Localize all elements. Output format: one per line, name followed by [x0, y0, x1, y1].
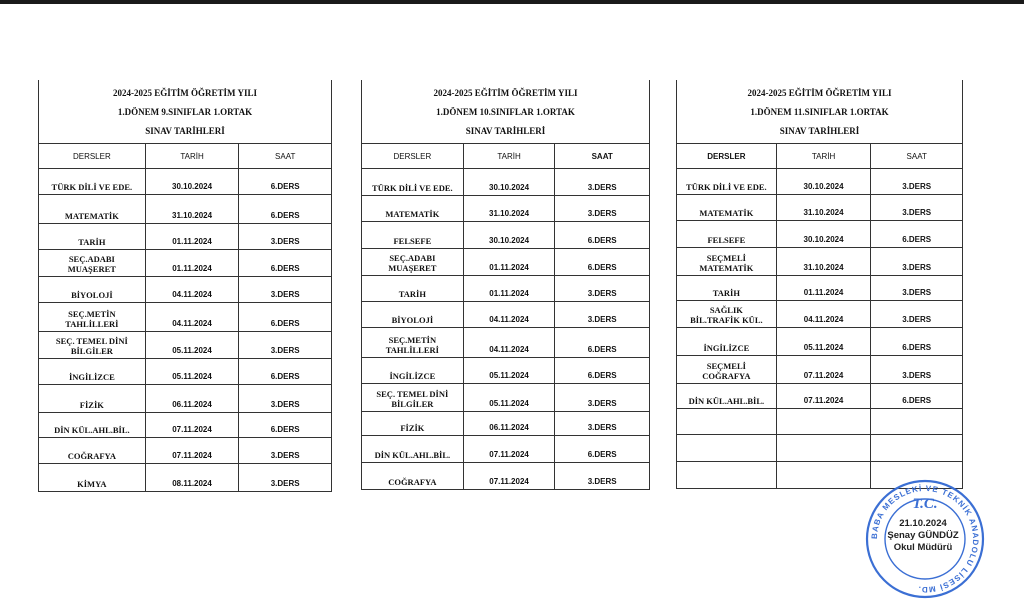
- course-cell: DİN KÜL.AHL.BİL.: [39, 413, 146, 438]
- date-cell: 30.10.2024: [463, 222, 555, 249]
- date-cell: 05.11.2024: [463, 358, 555, 384]
- table-row: [39, 464, 332, 492]
- table-row: [677, 195, 963, 221]
- hour-cell: 3.DERS: [555, 196, 650, 222]
- header-line-term: 1.DÖNEM 9.SINIFLAR 1.ORTAK: [117, 107, 253, 117]
- date-cell: 07.11.2024: [463, 463, 555, 490]
- course-cell: TÜRK DİLİ VE EDE.: [677, 169, 777, 195]
- table-row: [362, 169, 650, 196]
- hour-cell: 3.DERS: [555, 463, 650, 490]
- date-cell: 05.11.2024: [463, 384, 555, 412]
- table-row: [39, 385, 332, 413]
- date-cell: 07.11.2024: [463, 436, 555, 463]
- signature-name: Şenay GÜNDÜZ: [887, 530, 959, 541]
- course-cell: KİMYA: [39, 464, 146, 492]
- course-cell: BİYOLOJİ: [362, 302, 464, 328]
- hour-cell: 3.DERS: [555, 384, 650, 412]
- column-header-course: DERSLER: [362, 144, 464, 169]
- course-cell: FELSEFE: [362, 222, 464, 249]
- top-border-line: [0, 0, 1024, 4]
- hour-cell: 6.DERS: [555, 222, 650, 249]
- column-header-date: TARİH: [463, 144, 555, 169]
- course-cell: SEÇ. TEMEL DİNİ BİLGİLER: [362, 384, 464, 412]
- date-cell: 30.10.2024: [463, 169, 555, 196]
- table-header: [677, 80, 963, 144]
- course-cell: SEÇ.METİN TAHLİLLERİ: [39, 303, 146, 332]
- hour-cell: 3.DERS: [871, 195, 963, 221]
- hour-cell: 6.DERS: [239, 250, 332, 277]
- date-cell: 04.11.2024: [145, 303, 239, 332]
- course-cell: MATEMATİK: [362, 196, 464, 222]
- hour-cell: 3.DERS: [239, 385, 332, 413]
- table-row: [677, 328, 963, 356]
- date-cell: 07.11.2024: [776, 384, 871, 409]
- course-cell: SAĞLIK BİL.TRAFİK KÜL.: [677, 301, 777, 328]
- date-cell: 31.10.2024: [776, 195, 871, 221]
- hour-cell: 3.DERS: [871, 276, 963, 301]
- column-header-course: DERSLER: [39, 144, 146, 169]
- date-cell: 30.10.2024: [776, 169, 871, 195]
- date-cell: 05.11.2024: [145, 332, 239, 359]
- date-cell: 04.11.2024: [776, 301, 871, 328]
- course-cell: FELSEFE: [677, 221, 777, 248]
- table-row: [677, 248, 963, 276]
- hour-cell: 6.DERS: [555, 358, 650, 384]
- date-cell: 04.11.2024: [145, 277, 239, 303]
- hour-cell: 6.DERS: [555, 436, 650, 463]
- hour-cell: 6.DERS: [239, 359, 332, 385]
- date-cell: 01.11.2024: [145, 224, 239, 250]
- table-row: [362, 384, 650, 412]
- header-line-title: SINAV TARİHLERİ: [145, 126, 225, 136]
- table-row: [362, 196, 650, 222]
- hour-cell: 3.DERS: [239, 438, 332, 464]
- course-cell: COĞRAFYA: [362, 463, 464, 490]
- hour-cell: 6.DERS: [239, 195, 332, 224]
- hour-cell: 3.DERS: [239, 224, 332, 250]
- course-cell: TARİH: [362, 276, 464, 302]
- date-cell: [776, 409, 871, 435]
- table-row: [677, 409, 963, 435]
- table-header: [39, 80, 332, 144]
- hour-cell: 6.DERS: [239, 413, 332, 438]
- course-cell: FİZİK: [39, 385, 146, 413]
- date-cell: 30.10.2024: [776, 221, 871, 248]
- table-row: [362, 276, 650, 302]
- course-cell: İNGİLİZCE: [362, 358, 464, 384]
- course-cell: MATEMATİK: [677, 195, 777, 221]
- date-cell: 01.11.2024: [463, 249, 555, 276]
- column-header-course: DERSLER: [677, 144, 777, 169]
- signature-title: Okul Müdürü: [893, 542, 953, 553]
- table-row: [362, 358, 650, 384]
- header-line-year: 2024-2025 EĞİTİM ÖĞRETİM YILI: [433, 88, 578, 98]
- course-cell: [677, 462, 777, 489]
- date-cell: 01.11.2024: [145, 250, 239, 277]
- hour-cell: [871, 409, 963, 435]
- header-line-year: 2024-2025 EĞİTİM ÖĞRETİM YILI: [747, 88, 892, 98]
- date-cell: 01.11.2024: [776, 276, 871, 301]
- seal-emblem: T.C.: [912, 496, 938, 512]
- date-cell: 04.11.2024: [463, 302, 555, 328]
- header-line-term: 1.DÖNEM 10.SINIFLAR 1.ORTAK: [436, 107, 575, 117]
- table-row: [677, 384, 963, 409]
- date-cell: 07.11.2024: [145, 413, 239, 438]
- date-cell: 06.11.2024: [145, 385, 239, 413]
- date-cell: 08.11.2024: [145, 464, 239, 492]
- schedule-table-11: [676, 80, 963, 489]
- column-header-date: TARİH: [776, 144, 871, 169]
- hour-cell: 6.DERS: [239, 303, 332, 332]
- table-row: [39, 250, 332, 277]
- hour-cell: 6.DERS: [871, 384, 963, 409]
- table-row: [362, 328, 650, 358]
- column-header-hour: SAAT: [239, 144, 332, 169]
- hour-cell: 3.DERS: [555, 302, 650, 328]
- hour-cell: 6.DERS: [239, 169, 332, 195]
- course-cell: İNGİLİZCE: [39, 359, 146, 385]
- table-row: [39, 413, 332, 438]
- table-row: [677, 435, 963, 462]
- course-cell: MATEMATİK: [39, 195, 146, 224]
- table-row: [677, 276, 963, 301]
- hour-cell: 3.DERS: [871, 301, 963, 328]
- course-cell: SEÇMELİ COĞRAFYA: [677, 356, 777, 384]
- date-cell: 05.11.2024: [145, 359, 239, 385]
- hour-cell: 3.DERS: [239, 277, 332, 303]
- header-line-term: 1.DÖNEM 11.SINIFLAR 1.ORTAK: [750, 107, 889, 117]
- course-cell: DİN KÜL.AHL.BİL.: [362, 436, 464, 463]
- course-cell: [677, 409, 777, 435]
- schedule-table-9: [38, 80, 332, 492]
- table-row: [362, 412, 650, 436]
- table-row: [362, 249, 650, 276]
- course-cell: [677, 435, 777, 462]
- hour-cell: 6.DERS: [555, 249, 650, 276]
- date-cell: 01.11.2024: [463, 276, 555, 302]
- course-cell: SEÇMELİ MATEMATİK: [677, 248, 777, 276]
- table-row: [39, 224, 332, 250]
- hour-cell: 3.DERS: [555, 412, 650, 436]
- table-row: [362, 463, 650, 490]
- signature-date: 21.10.2024: [899, 518, 947, 529]
- course-cell: TÜRK DİLİ VE EDE.: [362, 169, 464, 196]
- date-cell: 06.11.2024: [463, 412, 555, 436]
- table-row: [39, 195, 332, 224]
- date-cell: 31.10.2024: [776, 248, 871, 276]
- date-cell: 07.11.2024: [776, 356, 871, 384]
- course-cell: SEÇ. TEMEL DİNİ BİLGİLER: [39, 332, 146, 359]
- course-cell: SEÇ.METİN TAHLİLLERİ: [362, 328, 464, 358]
- table-row: [39, 332, 332, 359]
- course-cell: COĞRAFYA: [39, 438, 146, 464]
- date-cell: [776, 462, 871, 489]
- course-cell: SEÇ.ADABI MUAŞERET: [362, 249, 464, 276]
- course-cell: TARİH: [39, 224, 146, 250]
- hour-cell: 3.DERS: [555, 169, 650, 196]
- signature-block: [868, 518, 978, 554]
- hour-cell: 3.DERS: [239, 332, 332, 359]
- table-row: [362, 436, 650, 463]
- course-cell: FİZİK: [362, 412, 464, 436]
- date-cell: 04.11.2024: [463, 328, 555, 358]
- course-cell: BİYOLOJİ: [39, 277, 146, 303]
- course-cell: TÜRK DİLİ VE EDE.: [39, 169, 146, 195]
- table-row: [39, 359, 332, 385]
- hour-cell: 3.DERS: [871, 248, 963, 276]
- table-header: [362, 80, 650, 144]
- hour-cell: 3.DERS: [555, 276, 650, 302]
- hour-cell: 6.DERS: [871, 328, 963, 356]
- date-cell: 30.10.2024: [145, 169, 239, 195]
- seal-ring-text: BABA MESLEKİ VE TEKNİK ANADOLU LİSESİ MD.: [869, 483, 981, 595]
- date-cell: [776, 435, 871, 462]
- date-cell: 07.11.2024: [145, 438, 239, 464]
- table-row: [39, 169, 332, 195]
- table-row: [362, 302, 650, 328]
- hour-cell: 3.DERS: [871, 169, 963, 195]
- header-line-title: SINAV TARİHLERİ: [779, 126, 860, 136]
- course-cell: TARİH: [677, 276, 777, 301]
- column-header-hour: SAAT: [871, 144, 963, 169]
- table-row: [39, 303, 332, 332]
- course-cell: İNGİLİZCE: [677, 328, 777, 356]
- hour-cell: 6.DERS: [555, 328, 650, 358]
- schedule-table-10: [361, 80, 650, 490]
- table-row: [39, 277, 332, 303]
- table-row: [677, 301, 963, 328]
- hour-cell: 3.DERS: [871, 356, 963, 384]
- table-row: [39, 438, 332, 464]
- table-row: [677, 169, 963, 195]
- course-cell: DİN KÜL.AHL.BİL.: [677, 384, 777, 409]
- column-header-hour: SAAT: [555, 144, 650, 169]
- date-cell: 31.10.2024: [463, 196, 555, 222]
- table-row: [677, 221, 963, 248]
- hour-cell: 3.DERS: [239, 464, 332, 492]
- table-row: [362, 222, 650, 249]
- table-row: [677, 356, 963, 384]
- hour-cell: 6.DERS: [871, 221, 963, 248]
- hour-cell: [871, 435, 963, 462]
- date-cell: 31.10.2024: [145, 195, 239, 224]
- date-cell: 05.11.2024: [776, 328, 871, 356]
- column-header-date: TARİH: [145, 144, 239, 169]
- course-cell: SEÇ.ADABI MUAŞERET: [39, 250, 146, 277]
- header-line-title: SINAV TARİHLERİ: [465, 126, 546, 136]
- header-line-year: 2024-2025 EĞİTİM ÖĞRETİM YILI: [113, 88, 257, 98]
